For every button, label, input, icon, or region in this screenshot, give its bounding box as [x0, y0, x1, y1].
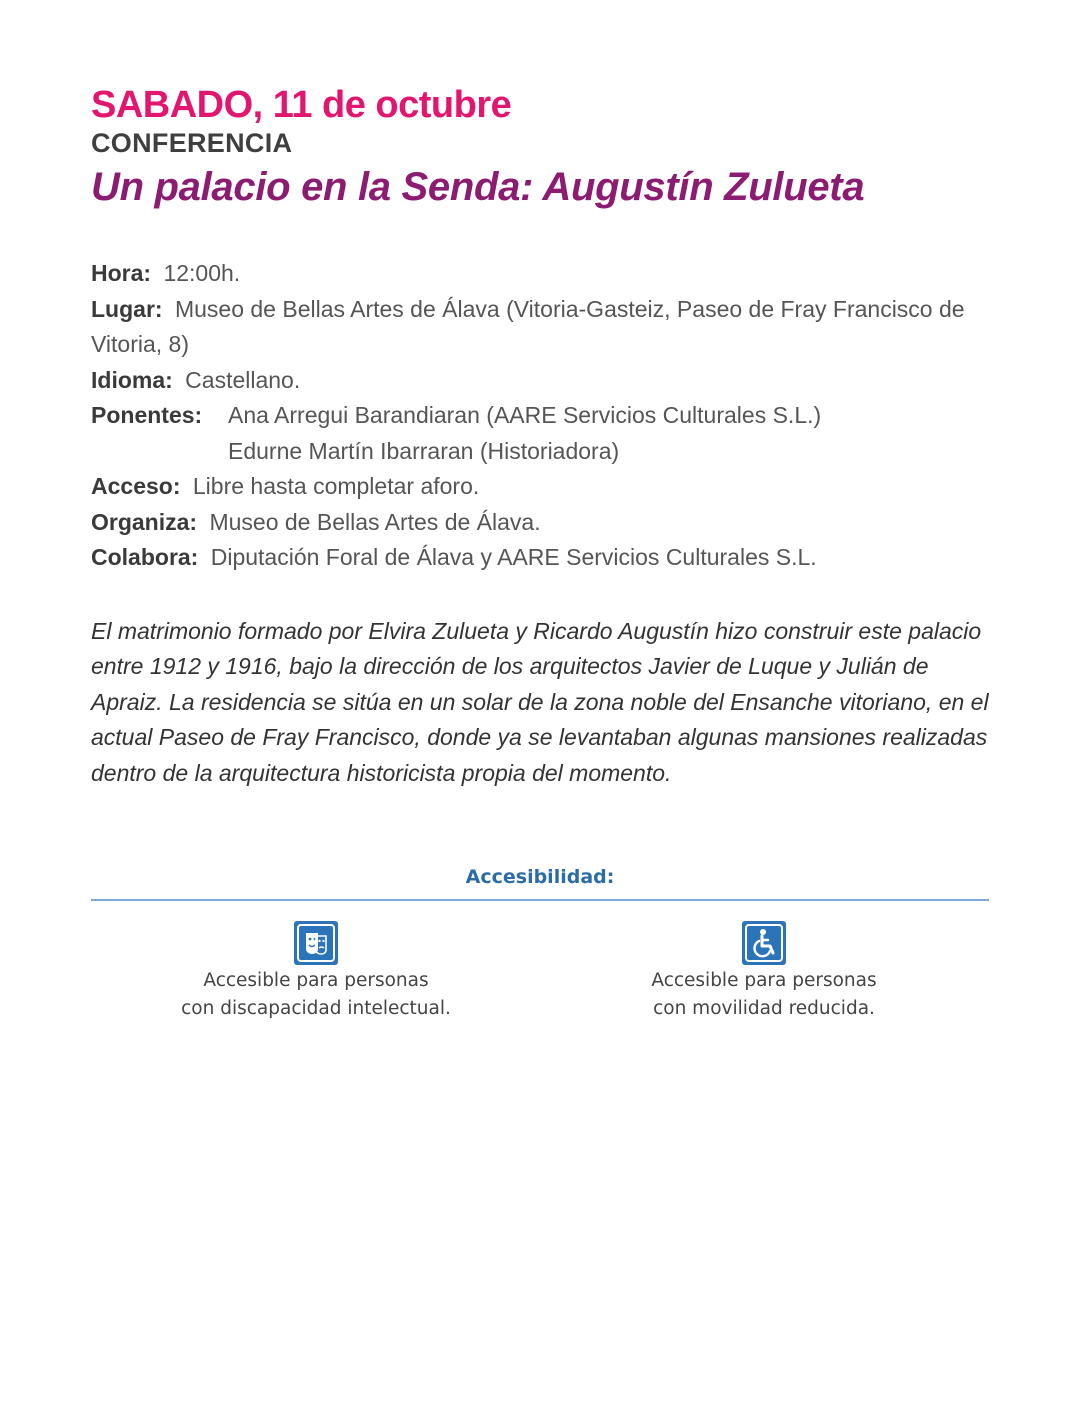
idioma-value: Castellano. — [185, 366, 301, 393]
ponentes-list — [228, 398, 821, 469]
idioma-label: Idioma: — [91, 366, 173, 393]
colabora-value: Diputación Foral de Álava y AARE Servicios Culturales S.L. — [210, 544, 817, 570]
intellectual-disability-icon — [294, 921, 338, 965]
event-description: El matrimonio formado por Elvira Zulueta y Ricardo Augustín hizo construir este palacio entre 1912 y 1916, bajo la dirección de los arquitectos Javier de Luque y Julián de Apraiz. La residencia se sitúa en un solar de la zona noble del Ensanche vitoriano, en el actual Paseo de Fray Francisco, donde ya se levantaban algunas mansiones realizadas dentro de la arquitectura historicista propia del momento. — [91, 617, 989, 786]
accessibility-divider — [91, 899, 989, 901]
lugar-value: Museo de Bellas Artes de Álava (Vitoria-Gasteiz, Paseo de Fray Francisco de Vitoria, 8) — [91, 295, 965, 357]
event-date: SABADO, 11 de octubre — [91, 84, 512, 126]
accessibility-item-intellectual — [146, 921, 486, 1023]
ponentes-label: Ponentes: — [91, 402, 203, 428]
detail-hora — [91, 256, 991, 292]
acceso-value: Libre hasta completar aforo. — [192, 473, 480, 499]
accessibility-text-line1: Accesible para personas — [651, 970, 877, 991]
colabora-label: Colabora: — [91, 544, 199, 570]
organiza-value: Museo de Bellas Artes de Álava. — [209, 508, 541, 535]
event-details — [91, 256, 991, 576]
lugar-label: Lugar: — [91, 295, 163, 322]
detail-lugar — [91, 292, 991, 363]
accessibility-text-line1: Accesible para personas — [203, 970, 429, 991]
ponente-item: Ana Arregui Barandiaran (AARE Servicios Culturales S.L.) — [228, 402, 822, 428]
accessibility-item-mobility — [594, 921, 934, 1023]
detail-idioma — [91, 363, 991, 399]
accessibility-text-line2: con movilidad reducida. — [653, 998, 875, 1019]
wheelchair-icon — [742, 921, 786, 965]
event-category: CONFERENCIA — [91, 128, 293, 158]
detail-organiza — [91, 505, 991, 541]
detail-colabora — [91, 540, 991, 576]
accessibility-text-line2: con discapacidad intelectual. — [181, 998, 451, 1019]
detail-ponentes — [91, 398, 991, 469]
organiza-label: Organiza: — [91, 508, 198, 535]
hora-value: 12:00h. — [163, 260, 241, 286]
event-card — [91, 82, 991, 814]
accessibility-title: Accesibilidad: — [465, 866, 615, 888]
detail-acceso — [91, 469, 991, 505]
acceso-label: Acceso: — [91, 473, 181, 499]
hora-label: Hora: — [91, 260, 152, 286]
ponente-item: Edurne Martín Ibarraran (Historiadora) — [228, 437, 620, 464]
event-title: Un palacio en la Senda: Augustín Zulueta — [91, 165, 865, 209]
